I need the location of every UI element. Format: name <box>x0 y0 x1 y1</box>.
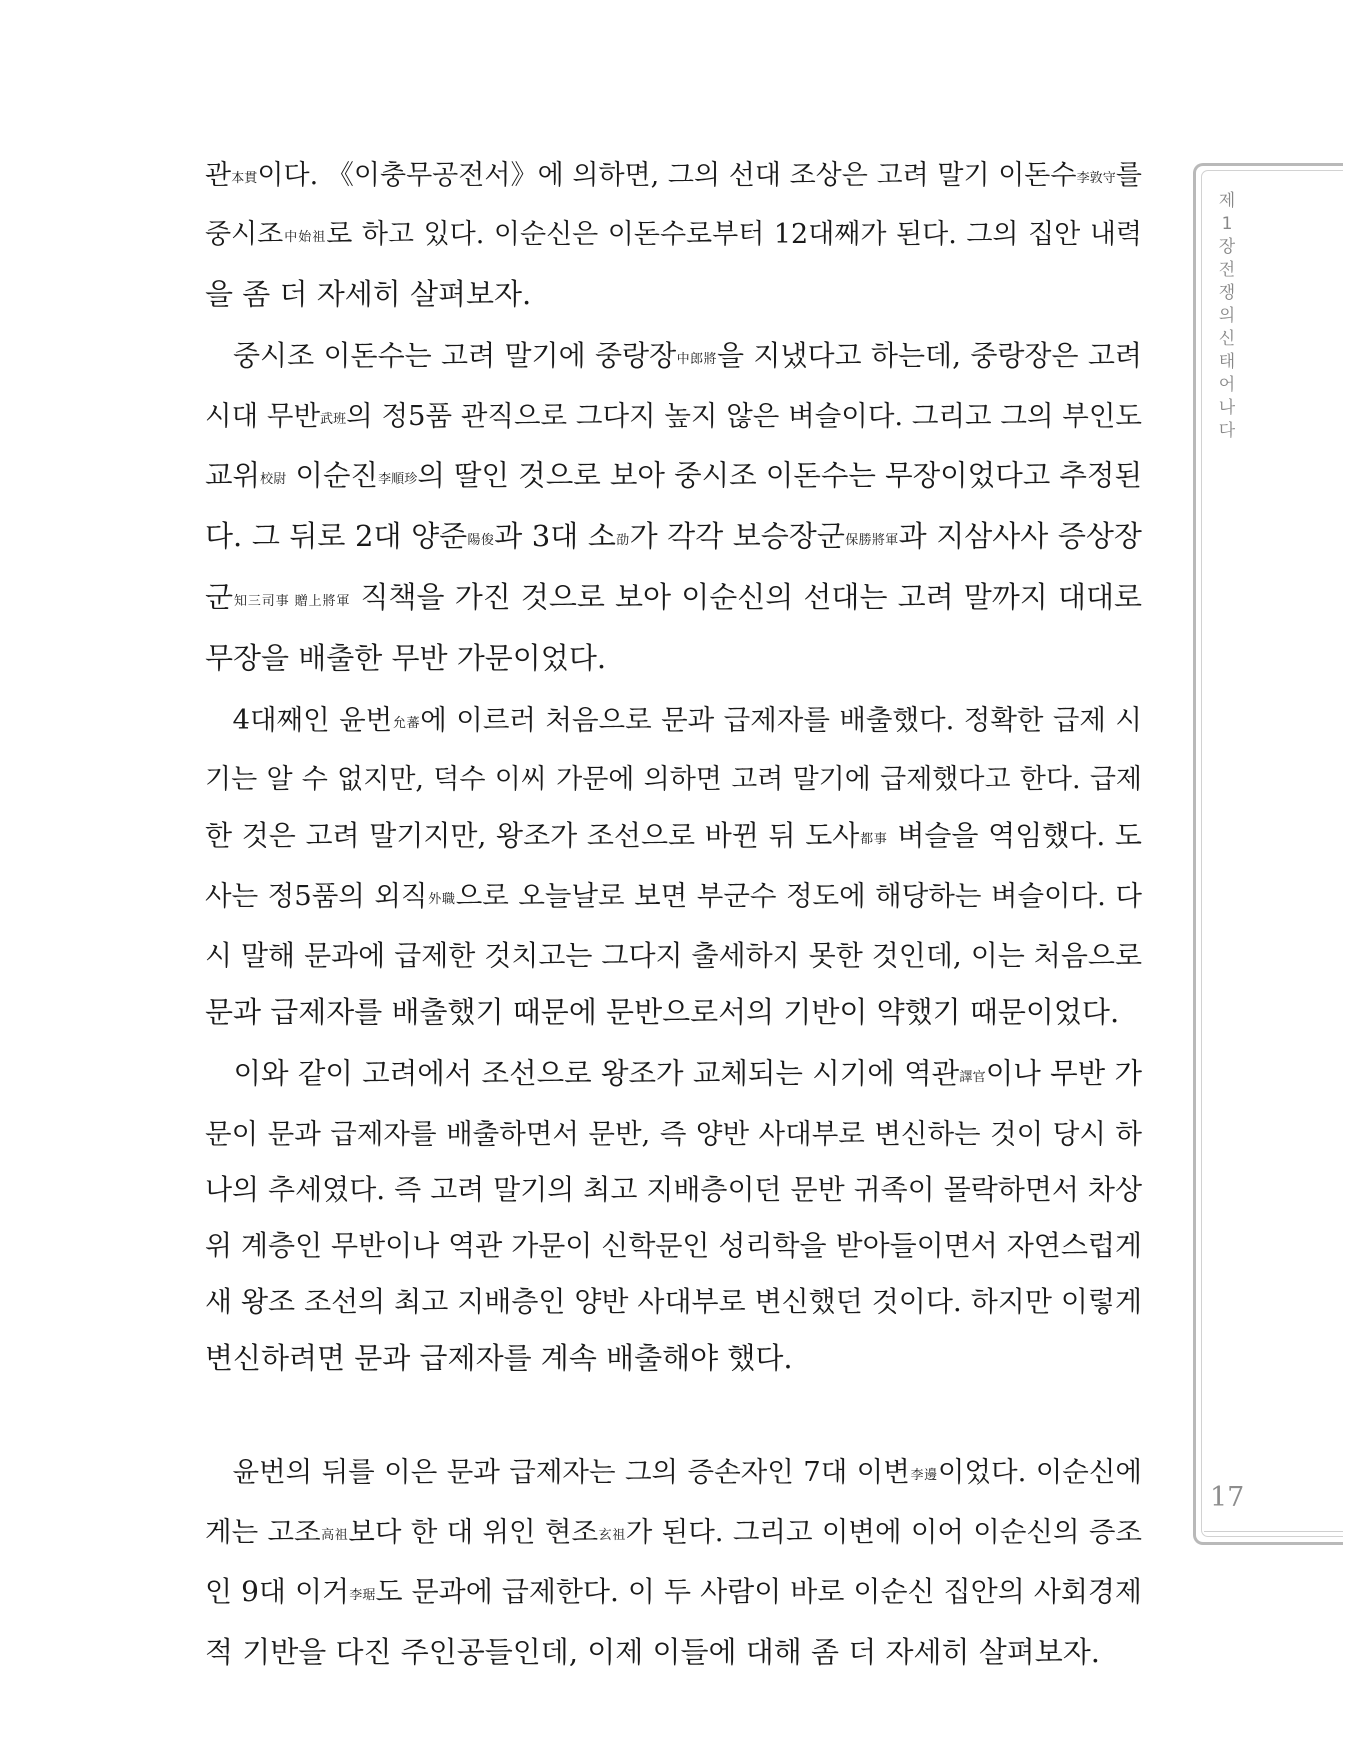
page-number: 17 <box>1210 1482 1245 1513</box>
text-run: 과 지삼사사 증상장 <box>898 519 1142 553</box>
text-line: 을 좀 더 자세히 살펴보자. <box>205 277 532 311</box>
hanja-annotation: 允蕃 <box>392 716 421 731</box>
text-run: 인 9대 이거 <box>205 1575 350 1608</box>
text-line: 변신하려면 문과 급제자를 계속 배출해야 했다. <box>205 1341 793 1375</box>
hanja-annotation: 保勝將軍 <box>844 533 899 548</box>
text-run: 중시조 <box>205 219 284 250</box>
text-line: 문과 급제자를 배출했기 때문에 문반으로서의 기반이 약했기 때문이었다. <box>205 995 1120 1029</box>
text-run: 의 정5품 관직으로 그다지 높지 않은 벼슬이다. 그리고 그의 부인도 <box>346 400 1142 432</box>
text-line <box>205 868 1142 928</box>
text-line <box>205 692 1142 752</box>
hanja-annotation: 劭 <box>615 533 630 548</box>
text-line <box>205 207 1142 266</box>
text-line: 새 왕조 조선의 최고 지배층인 양반 사대부로 변신했던 것이다. 하지만 이렇게 <box>205 1285 1142 1318</box>
paragraph-3 <box>205 692 1142 1040</box>
hanja-annotation: 高祖 <box>320 1528 349 1543</box>
text-line: 나의 추세였다. 즉 고려 말기의 최고 지배층이던 문반 귀족이 몰락하면서 차상 <box>205 1173 1142 1206</box>
hanja-annotation: 玄祖 <box>598 1528 626 1543</box>
text-run: 을 지냈다고 하는데, 중랑장은 고려 <box>716 339 1142 372</box>
hanja-annotation: 李琚 <box>349 1588 376 1603</box>
hanja-annotation: 校尉 <box>260 472 287 487</box>
text-run: 으로 오늘날로 보면 부군수 정도에 해당하는 벼슬이다. 다 <box>455 880 1142 912</box>
text-run: 에 이르러 처음으로 문과 급제자를 배출했다. 정확한 급제 시 <box>420 704 1142 736</box>
hanja-annotation: 李敦守 <box>1076 171 1116 186</box>
text-run: 이었다. 이순신에 <box>937 1456 1142 1488</box>
text-run: 사는 정5품의 외직 <box>205 880 428 912</box>
text-run: 다. 그 뒤로 2대 양준 <box>205 519 468 553</box>
text-line <box>205 569 1142 630</box>
hanja-annotation: 李邊 <box>909 1468 938 1483</box>
hanja-annotation: 陽俊 <box>467 533 495 548</box>
text-run: 이다. 《이충무공전서》에 의하면, 그의 선대 조상은 고려 말기 이돈수 <box>257 160 1077 191</box>
text-run: 중시조 이돈수는 고려 말기에 중랑장 <box>233 339 677 372</box>
text-run: 4대째인 윤번 <box>232 704 393 736</box>
text-run: 교위 <box>205 459 261 492</box>
hanja-annotation: 李順珍 <box>378 472 418 487</box>
paragraph-2 <box>205 328 1142 686</box>
text-line <box>205 148 1142 207</box>
text-run: 윤번의 뒤를 이은 문과 급제자는 그의 증손자인 7대 이변 <box>232 1456 910 1488</box>
hanja-annotation: 本貫 <box>231 171 258 186</box>
text-run: 보다 한 대 위인 현조 <box>348 1516 599 1548</box>
text-line: 무장을 배출한 무반 가문이었다. <box>205 641 607 675</box>
text-line <box>205 448 1142 508</box>
text-run: 를 <box>1115 160 1142 191</box>
text-line: 시 말해 문과에 급제한 것치고는 그다지 출세하지 못한 것인데, 이는 처음으로 <box>205 939 1142 972</box>
text-line <box>205 1564 1142 1624</box>
text-line <box>205 1046 1142 1106</box>
chapter-title: 제1장 전쟁의 신 태어나다 <box>1218 191 1236 441</box>
text-line <box>205 1504 1142 1564</box>
text-run: 한 것은 고려 말기지만, 왕조가 조선으로 바뀐 뒤 도사 <box>205 819 860 852</box>
text-line: 위 계층인 무반이나 역관 가문이 신학문인 성리학을 받아들이면서 자연스럽게 <box>205 1229 1142 1262</box>
body-text <box>205 148 1142 1680</box>
hanja-annotation: 中始祖 <box>283 230 327 245</box>
hanja-annotation: 譯官 <box>959 1070 986 1085</box>
side-tab-rule <box>1204 1531 1343 1532</box>
text-run: 이나 무반 가 <box>985 1057 1142 1090</box>
hanja-annotation: 武班 <box>320 412 347 427</box>
text-run: 시대 무반 <box>205 400 321 432</box>
text-run: 도 문과에 급제한다. 이 두 사람이 바로 이순신 집안의 사회경제 <box>375 1575 1142 1608</box>
text-run: 군 <box>205 580 234 614</box>
text-run: 로 하고 있다. 이순신은 이돈수로부터 12대째가 된다. 그의 집안 내력 <box>326 219 1142 250</box>
paragraph-1 <box>205 148 1142 322</box>
text-run: 직책을 가진 것으로 보아 이순신의 선대는 고려 말까지 대대로 <box>350 580 1142 614</box>
hanja-annotation: 都事 <box>859 832 888 847</box>
text-run: 벼슬을 역임했다. 도 <box>887 819 1142 852</box>
text-run: 게는 고조 <box>205 1516 321 1548</box>
text-line <box>205 388 1142 448</box>
text-run: 가 된다. 그리고 이변에 이어 이순신의 증조 <box>625 1516 1142 1548</box>
hanja-annotation: 知三司事 贈上將軍 <box>233 594 351 609</box>
text-line <box>205 508 1142 569</box>
text-line: 문이 문과 급제자를 배출하면서 문반, 즉 양반 사대부로 변신하는 것이 당시 하 <box>205 1118 1142 1150</box>
text-line: 기는 알 수 없지만, 덕수 이씨 가문에 의하면 고려 말기에 급제했다고 한다. 급제 <box>205 764 1142 795</box>
paragraph-5 <box>205 1444 1142 1680</box>
text-run: 관 <box>205 160 232 191</box>
text-line <box>205 328 1142 388</box>
text-run: 과 3대 소 <box>494 519 616 553</box>
text-run: 이와 같이 고려에서 조선으로 왕조가 교체되는 시기에 역관 <box>233 1057 960 1090</box>
text-run: 가 각각 보승장군 <box>629 519 845 553</box>
text-line <box>205 1444 1142 1504</box>
text-run: 의 딸인 것으로 보아 중시조 이돈수는 무장이었다고 추정된 <box>417 459 1142 492</box>
text-run: 이순진 <box>286 459 379 492</box>
paragraph-4 <box>205 1046 1142 1386</box>
text-line <box>205 808 1142 868</box>
hanja-annotation: 外職 <box>427 892 456 907</box>
hanja-annotation: 中郎將 <box>676 352 717 367</box>
text-line: 적 기반을 다진 주인공들인데, 이제 이들에 대해 좀 더 자세히 살펴보자. <box>205 1635 1101 1669</box>
